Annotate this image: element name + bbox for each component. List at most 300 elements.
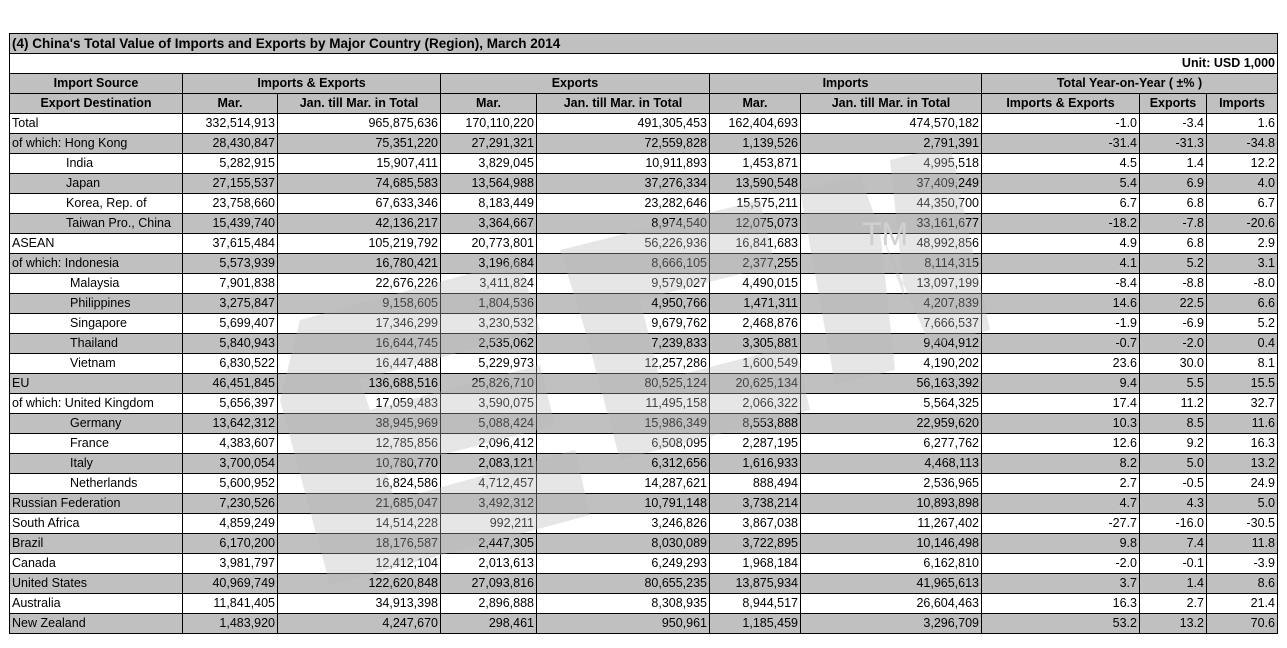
cell-ie-mar: 28,430,847 — [183, 134, 278, 154]
cell-ie-mar: 6,170,200 — [183, 534, 278, 554]
cell-im-mar: 13,875,934 — [710, 574, 801, 594]
cell-yoy-ex: -31.3 — [1140, 134, 1207, 154]
cell-ie-total: 9,158,605 — [278, 294, 441, 314]
cell-im-mar: 3,738,214 — [710, 494, 801, 514]
row-label: Korea, Rep. of — [10, 194, 183, 214]
cell-im-mar: 1,185,459 — [710, 614, 801, 634]
table-row — [10, 234, 1278, 254]
row-label: South Africa — [10, 514, 183, 534]
cell-yoy-ex: 1.4 — [1140, 154, 1207, 174]
cell-yoy-ie: 3.7 — [982, 574, 1140, 594]
cell-im-total: 4,190,202 — [801, 354, 982, 374]
cell-ex-total: 4,950,766 — [537, 294, 710, 314]
cell-ex-mar: 2,083,121 — [441, 454, 537, 474]
cell-ie-mar: 46,451,845 — [183, 374, 278, 394]
cell-yoy-ex: 1.4 — [1140, 574, 1207, 594]
cell-ex-total: 15,986,349 — [537, 414, 710, 434]
row-label: France — [10, 434, 183, 454]
cell-ex-mar: 20,773,801 — [441, 234, 537, 254]
row-label: Singapore — [10, 314, 183, 334]
table-row — [10, 614, 1278, 634]
cell-ie-mar: 7,230,526 — [183, 494, 278, 514]
cell-yoy-ex: 9.2 — [1140, 434, 1207, 454]
cell-ex-mar: 3,492,312 — [441, 494, 537, 514]
cell-yoy-ex: 13.2 — [1140, 614, 1207, 634]
row-label: Australia — [10, 594, 183, 614]
cell-yoy-ie: 14.6 — [982, 294, 1140, 314]
header-imports: Imports — [710, 74, 982, 94]
cell-yoy-ex: 2.7 — [1140, 594, 1207, 614]
cell-ex-mar: 2,896,888 — [441, 594, 537, 614]
header-year-on-year: Total Year-on-Year ( ±% ) — [982, 74, 1278, 94]
cell-im-total: 48,992,856 — [801, 234, 982, 254]
data-sheet — [9, 33, 1277, 634]
cell-ex-mar: 3,196,684 — [441, 254, 537, 274]
cell-ie-total: 4,247,670 — [278, 614, 441, 634]
cell-yoy-im: 5.0 — [1207, 494, 1278, 514]
cell-ex-total: 80,525,124 — [537, 374, 710, 394]
row-label: Thailand — [10, 334, 183, 354]
header-import-source: Import Source — [10, 74, 183, 94]
cell-yoy-im: 70.6 — [1207, 614, 1278, 634]
trade-table — [9, 33, 1278, 634]
cell-ie-mar: 5,699,407 — [183, 314, 278, 334]
cell-ex-total: 491,305,453 — [537, 114, 710, 134]
cell-yoy-im: 3.1 — [1207, 254, 1278, 274]
cell-ie-mar: 5,282,915 — [183, 154, 278, 174]
cell-ie-mar: 3,700,054 — [183, 454, 278, 474]
header-ex-mar: Mar. — [441, 94, 537, 114]
cell-yoy-im: 6.7 — [1207, 194, 1278, 214]
cell-im-total: 474,570,182 — [801, 114, 982, 134]
cell-yoy-ie: 10.3 — [982, 414, 1140, 434]
cell-ie-mar: 5,656,397 — [183, 394, 278, 414]
table-row — [10, 434, 1278, 454]
row-label: Taiwan Pro., China — [10, 214, 183, 234]
cell-im-total: 6,162,810 — [801, 554, 982, 574]
cell-yoy-ie: 4.9 — [982, 234, 1140, 254]
cell-ie-mar: 11,841,405 — [183, 594, 278, 614]
cell-yoy-ie: 8.2 — [982, 454, 1140, 474]
cell-yoy-ie: 4.5 — [982, 154, 1140, 174]
cell-im-mar: 1,600,549 — [710, 354, 801, 374]
cell-im-total: 22,959,620 — [801, 414, 982, 434]
table-row — [10, 574, 1278, 594]
cell-ex-mar: 3,411,824 — [441, 274, 537, 294]
cell-ex-mar: 170,110,220 — [441, 114, 537, 134]
cell-im-total: 13,097,199 — [801, 274, 982, 294]
cell-yoy-im: 12.2 — [1207, 154, 1278, 174]
cell-yoy-ie: 9.8 — [982, 534, 1140, 554]
cell-ex-mar: 25,826,710 — [441, 374, 537, 394]
table-row — [10, 374, 1278, 394]
cell-yoy-im: 24.9 — [1207, 474, 1278, 494]
cell-yoy-ie: 12.6 — [982, 434, 1140, 454]
cell-ex-mar: 27,093,816 — [441, 574, 537, 594]
cell-yoy-ex: 4.3 — [1140, 494, 1207, 514]
cell-yoy-ie: 16.3 — [982, 594, 1140, 614]
cell-ie-mar: 5,840,943 — [183, 334, 278, 354]
cell-ie-mar: 4,383,607 — [183, 434, 278, 454]
table-row — [10, 354, 1278, 374]
cell-ie-total: 12,785,856 — [278, 434, 441, 454]
table-row — [10, 274, 1278, 294]
cell-ex-mar: 3,364,667 — [441, 214, 537, 234]
cell-ie-total: 122,620,848 — [278, 574, 441, 594]
cell-ex-total: 9,579,027 — [537, 274, 710, 294]
cell-ie-mar: 3,275,847 — [183, 294, 278, 314]
cell-im-total: 41,965,613 — [801, 574, 982, 594]
cell-yoy-ie: -0.7 — [982, 334, 1140, 354]
cell-ex-mar: 2,096,412 — [441, 434, 537, 454]
cell-ex-total: 8,030,089 — [537, 534, 710, 554]
cell-yoy-im: 11.8 — [1207, 534, 1278, 554]
cell-im-total: 8,114,315 — [801, 254, 982, 274]
cell-yoy-ie: -31.4 — [982, 134, 1140, 154]
cell-im-total: 2,536,965 — [801, 474, 982, 494]
cell-yoy-im: -20.6 — [1207, 214, 1278, 234]
cell-ex-mar: 27,291,321 — [441, 134, 537, 154]
cell-im-mar: 3,867,038 — [710, 514, 801, 534]
table-row — [10, 454, 1278, 474]
table-title: (4) China's Total Value of Imports and Exports by Major Country (Region), March 2014 — [10, 34, 1278, 54]
cell-yoy-ie: -1.9 — [982, 314, 1140, 334]
cell-ie-mar: 332,514,913 — [183, 114, 278, 134]
cell-im-total: 44,350,700 — [801, 194, 982, 214]
cell-yoy-im: 2.9 — [1207, 234, 1278, 254]
cell-im-total: 6,277,762 — [801, 434, 982, 454]
cell-im-total: 4,995,518 — [801, 154, 982, 174]
cell-ie-total: 105,219,792 — [278, 234, 441, 254]
cell-ie-total: 42,136,217 — [278, 214, 441, 234]
cell-ex-total: 8,666,105 — [537, 254, 710, 274]
row-label: of which: United Kingdom — [10, 394, 183, 414]
cell-yoy-ie: 9.4 — [982, 374, 1140, 394]
cell-ie-total: 75,351,220 — [278, 134, 441, 154]
table-row — [10, 594, 1278, 614]
cell-ex-total: 6,508,095 — [537, 434, 710, 454]
header-ie-mar: Mar. — [183, 94, 278, 114]
cell-yoy-ex: -7.8 — [1140, 214, 1207, 234]
cell-im-mar: 2,066,322 — [710, 394, 801, 414]
header-im-mar: Mar. — [710, 94, 801, 114]
cell-im-total: 26,604,463 — [801, 594, 982, 614]
cell-ex-mar: 3,590,075 — [441, 394, 537, 414]
header-yoy-ie: Imports & Exports — [982, 94, 1140, 114]
cell-ex-total: 6,249,293 — [537, 554, 710, 574]
cell-yoy-im: -34.8 — [1207, 134, 1278, 154]
cell-ex-mar: 1,804,536 — [441, 294, 537, 314]
cell-ex-total: 80,655,235 — [537, 574, 710, 594]
cell-ie-total: 34,913,398 — [278, 594, 441, 614]
table-row — [10, 474, 1278, 494]
cell-im-mar: 15,575,211 — [710, 194, 801, 214]
cell-im-mar: 20,625,134 — [710, 374, 801, 394]
cell-im-total: 7,666,537 — [801, 314, 982, 334]
table-row — [10, 394, 1278, 414]
cell-im-mar: 2,377,255 — [710, 254, 801, 274]
cell-ex-total: 37,276,334 — [537, 174, 710, 194]
cell-yoy-ie: 2.7 — [982, 474, 1140, 494]
table-row — [10, 494, 1278, 514]
cell-ie-mar: 1,483,920 — [183, 614, 278, 634]
row-label: Germany — [10, 414, 183, 434]
cell-ie-mar: 13,642,312 — [183, 414, 278, 434]
cell-im-mar: 2,287,195 — [710, 434, 801, 454]
watermark-tm: TM — [862, 216, 909, 252]
cell-ex-total: 8,308,935 — [537, 594, 710, 614]
cell-ie-mar: 23,758,660 — [183, 194, 278, 214]
cell-yoy-ex: 6.8 — [1140, 194, 1207, 214]
cell-im-mar: 1,616,933 — [710, 454, 801, 474]
table-row — [10, 314, 1278, 334]
table-row — [10, 414, 1278, 434]
cell-im-mar: 1,139,526 — [710, 134, 801, 154]
table-row — [10, 514, 1278, 534]
cell-ie-mar: 7,901,838 — [183, 274, 278, 294]
cell-im-total: 4,468,113 — [801, 454, 982, 474]
cell-im-mar: 2,468,876 — [710, 314, 801, 334]
cell-yoy-ie: 4.1 — [982, 254, 1140, 274]
cell-yoy-im: 0.4 — [1207, 334, 1278, 354]
unit-label: Unit: USD 1,000 — [10, 54, 1278, 74]
row-label: Philippines — [10, 294, 183, 314]
cell-ex-mar: 2,535,062 — [441, 334, 537, 354]
cell-ex-total: 950,961 — [537, 614, 710, 634]
cell-ie-total: 74,685,583 — [278, 174, 441, 194]
cell-ex-total: 3,246,826 — [537, 514, 710, 534]
cell-im-mar: 8,944,517 — [710, 594, 801, 614]
cell-yoy-ex: 5.0 — [1140, 454, 1207, 474]
row-label: ASEAN — [10, 234, 183, 254]
cell-ie-mar: 27,155,537 — [183, 174, 278, 194]
row-label: Malaysia — [10, 274, 183, 294]
cell-ie-total: 10,780,770 — [278, 454, 441, 474]
cell-ex-mar: 13,564,988 — [441, 174, 537, 194]
cell-ie-total: 16,644,745 — [278, 334, 441, 354]
cell-ie-total: 22,676,226 — [278, 274, 441, 294]
cell-yoy-ex: -8.8 — [1140, 274, 1207, 294]
cell-yoy-ie: 23.6 — [982, 354, 1140, 374]
row-label: Netherlands — [10, 474, 183, 494]
table-row — [10, 114, 1278, 134]
cell-im-total: 5,564,325 — [801, 394, 982, 414]
cell-ex-total: 10,911,893 — [537, 154, 710, 174]
cell-ie-total: 67,633,346 — [278, 194, 441, 214]
cell-ie-total: 14,514,228 — [278, 514, 441, 534]
row-label: Total — [10, 114, 183, 134]
cell-im-mar: 4,490,015 — [710, 274, 801, 294]
cell-im-mar: 1,968,184 — [710, 554, 801, 574]
cell-im-mar: 3,305,881 — [710, 334, 801, 354]
row-label: India — [10, 154, 183, 174]
cell-yoy-ex: 5.5 — [1140, 374, 1207, 394]
row-label: Canada — [10, 554, 183, 574]
cell-yoy-im: 32.7 — [1207, 394, 1278, 414]
cell-ie-mar: 6,830,522 — [183, 354, 278, 374]
cell-ex-mar: 5,088,424 — [441, 414, 537, 434]
cell-ie-mar: 37,615,484 — [183, 234, 278, 254]
cell-ie-total: 136,688,516 — [278, 374, 441, 394]
cell-yoy-ie: 5.4 — [982, 174, 1140, 194]
cell-ie-total: 12,412,104 — [278, 554, 441, 574]
cell-im-mar: 13,590,548 — [710, 174, 801, 194]
cell-yoy-ie: -18.2 — [982, 214, 1140, 234]
cell-yoy-ie: 4.7 — [982, 494, 1140, 514]
cell-ie-total: 16,780,421 — [278, 254, 441, 274]
cell-im-total: 37,409,249 — [801, 174, 982, 194]
cell-ex-total: 6,312,656 — [537, 454, 710, 474]
cell-yoy-im: 4.0 — [1207, 174, 1278, 194]
table-row — [10, 254, 1278, 274]
cell-im-total: 9,404,912 — [801, 334, 982, 354]
cell-yoy-ex: -6.9 — [1140, 314, 1207, 334]
cell-ie-total: 17,059,483 — [278, 394, 441, 414]
cell-im-mar: 162,404,693 — [710, 114, 801, 134]
cell-yoy-ex: 6.8 — [1140, 234, 1207, 254]
row-label: of which: Hong Kong — [10, 134, 183, 154]
cell-im-total: 56,163,392 — [801, 374, 982, 394]
cell-ex-mar: 4,712,457 — [441, 474, 537, 494]
cell-ex-total: 23,282,646 — [537, 194, 710, 214]
cell-ex-total: 9,679,762 — [537, 314, 710, 334]
row-label: of which: Indonesia — [10, 254, 183, 274]
cell-ie-total: 16,447,488 — [278, 354, 441, 374]
cell-yoy-ex: -0.1 — [1140, 554, 1207, 574]
cell-ex-total: 7,239,833 — [537, 334, 710, 354]
cell-im-mar: 12,075,073 — [710, 214, 801, 234]
cell-yoy-ex: -2.0 — [1140, 334, 1207, 354]
row-label: Russian Federation — [10, 494, 183, 514]
cell-ie-total: 15,907,411 — [278, 154, 441, 174]
cell-ie-total: 21,685,047 — [278, 494, 441, 514]
cell-yoy-im: 11.6 — [1207, 414, 1278, 434]
table-row — [10, 134, 1278, 154]
cell-ex-mar: 2,013,613 — [441, 554, 537, 574]
cell-yoy-ie: -27.7 — [982, 514, 1140, 534]
header-imports-exports: Imports & Exports — [183, 74, 441, 94]
cell-yoy-im: 13.2 — [1207, 454, 1278, 474]
cell-ie-mar: 5,573,939 — [183, 254, 278, 274]
table-row — [10, 194, 1278, 214]
cell-yoy-im: 6.6 — [1207, 294, 1278, 314]
cell-im-total: 11,267,402 — [801, 514, 982, 534]
cell-ie-mar: 3,981,797 — [183, 554, 278, 574]
row-label: Vietnam — [10, 354, 183, 374]
cell-yoy-ex: -3.4 — [1140, 114, 1207, 134]
row-label: EU — [10, 374, 183, 394]
cell-ie-total: 16,824,586 — [278, 474, 441, 494]
cell-yoy-ex: 7.4 — [1140, 534, 1207, 554]
cell-im-mar: 888,494 — [710, 474, 801, 494]
cell-ie-mar: 4,859,249 — [183, 514, 278, 534]
cell-im-total: 3,296,709 — [801, 614, 982, 634]
cell-yoy-im: 1.6 — [1207, 114, 1278, 134]
cell-ex-mar: 3,829,045 — [441, 154, 537, 174]
table-row — [10, 174, 1278, 194]
cell-ie-total: 965,875,636 — [278, 114, 441, 134]
cell-yoy-ex: -16.0 — [1140, 514, 1207, 534]
table-row — [10, 154, 1278, 174]
cell-yoy-im: 15.5 — [1207, 374, 1278, 394]
cell-ex-mar: 298,461 — [441, 614, 537, 634]
cell-yoy-im: -3.9 — [1207, 554, 1278, 574]
cell-ex-mar: 5,229,973 — [441, 354, 537, 374]
header-exports: Exports — [441, 74, 710, 94]
table-row — [10, 214, 1278, 234]
cell-ex-mar: 3,230,532 — [441, 314, 537, 334]
cell-yoy-im: 16.3 — [1207, 434, 1278, 454]
header-yoy-ex: Exports — [1140, 94, 1207, 114]
cell-im-mar: 8,553,888 — [710, 414, 801, 434]
cell-im-mar: 3,722,895 — [710, 534, 801, 554]
cell-ex-mar: 992,211 — [441, 514, 537, 534]
cell-yoy-ie: -8.4 — [982, 274, 1140, 294]
cell-yoy-ex: 22.5 — [1140, 294, 1207, 314]
header-ie-total: Jan. till Mar. in Total — [278, 94, 441, 114]
cell-yoy-ex: 5.2 — [1140, 254, 1207, 274]
table-row — [10, 554, 1278, 574]
cell-yoy-im: 21.4 — [1207, 594, 1278, 614]
cell-yoy-ie: -1.0 — [982, 114, 1140, 134]
cell-ex-total: 10,791,148 — [537, 494, 710, 514]
header-ex-total: Jan. till Mar. in Total — [537, 94, 710, 114]
cell-yoy-im: 8.1 — [1207, 354, 1278, 374]
cell-ie-total: 38,945,969 — [278, 414, 441, 434]
cell-yoy-im: -8.0 — [1207, 274, 1278, 294]
cell-yoy-im: -30.5 — [1207, 514, 1278, 534]
cell-yoy-ie: 17.4 — [982, 394, 1140, 414]
cell-ie-mar: 5,600,952 — [183, 474, 278, 494]
cell-ex-total: 11,495,158 — [537, 394, 710, 414]
cell-yoy-ex: 6.9 — [1140, 174, 1207, 194]
row-label: United States — [10, 574, 183, 594]
cell-yoy-im: 8.6 — [1207, 574, 1278, 594]
cell-im-mar: 1,471,311 — [710, 294, 801, 314]
row-label: Brazil — [10, 534, 183, 554]
cell-im-total: 4,207,839 — [801, 294, 982, 314]
cell-ex-mar: 2,447,305 — [441, 534, 537, 554]
cell-ex-total: 8,974,540 — [537, 214, 710, 234]
cell-ex-total: 14,287,621 — [537, 474, 710, 494]
header-im-total: Jan. till Mar. in Total — [801, 94, 982, 114]
cell-yoy-ex: 11.2 — [1140, 394, 1207, 414]
header-yoy-im: Imports — [1207, 94, 1278, 114]
cell-yoy-ex: 30.0 — [1140, 354, 1207, 374]
row-label: Japan — [10, 174, 183, 194]
table-row — [10, 294, 1278, 314]
cell-im-total: 33,161,677 — [801, 214, 982, 234]
cell-im-total: 10,146,498 — [801, 534, 982, 554]
cell-yoy-ex: 8.5 — [1140, 414, 1207, 434]
row-label: Italy — [10, 454, 183, 474]
cell-im-total: 10,893,898 — [801, 494, 982, 514]
cell-ex-total: 72,559,828 — [537, 134, 710, 154]
cell-yoy-ie: -2.0 — [982, 554, 1140, 574]
cell-ex-mar: 8,183,449 — [441, 194, 537, 214]
cell-yoy-ie: 6.7 — [982, 194, 1140, 214]
cell-yoy-ie: 53.2 — [982, 614, 1140, 634]
table-row — [10, 334, 1278, 354]
cell-ie-total: 18,176,587 — [278, 534, 441, 554]
cell-yoy-im: 5.2 — [1207, 314, 1278, 334]
cell-ie-total: 17,346,299 — [278, 314, 441, 334]
cell-im-mar: 16,841,683 — [710, 234, 801, 254]
cell-ie-mar: 15,439,740 — [183, 214, 278, 234]
cell-yoy-ex: -0.5 — [1140, 474, 1207, 494]
cell-ex-total: 56,226,936 — [537, 234, 710, 254]
cell-ex-total: 12,257,286 — [537, 354, 710, 374]
